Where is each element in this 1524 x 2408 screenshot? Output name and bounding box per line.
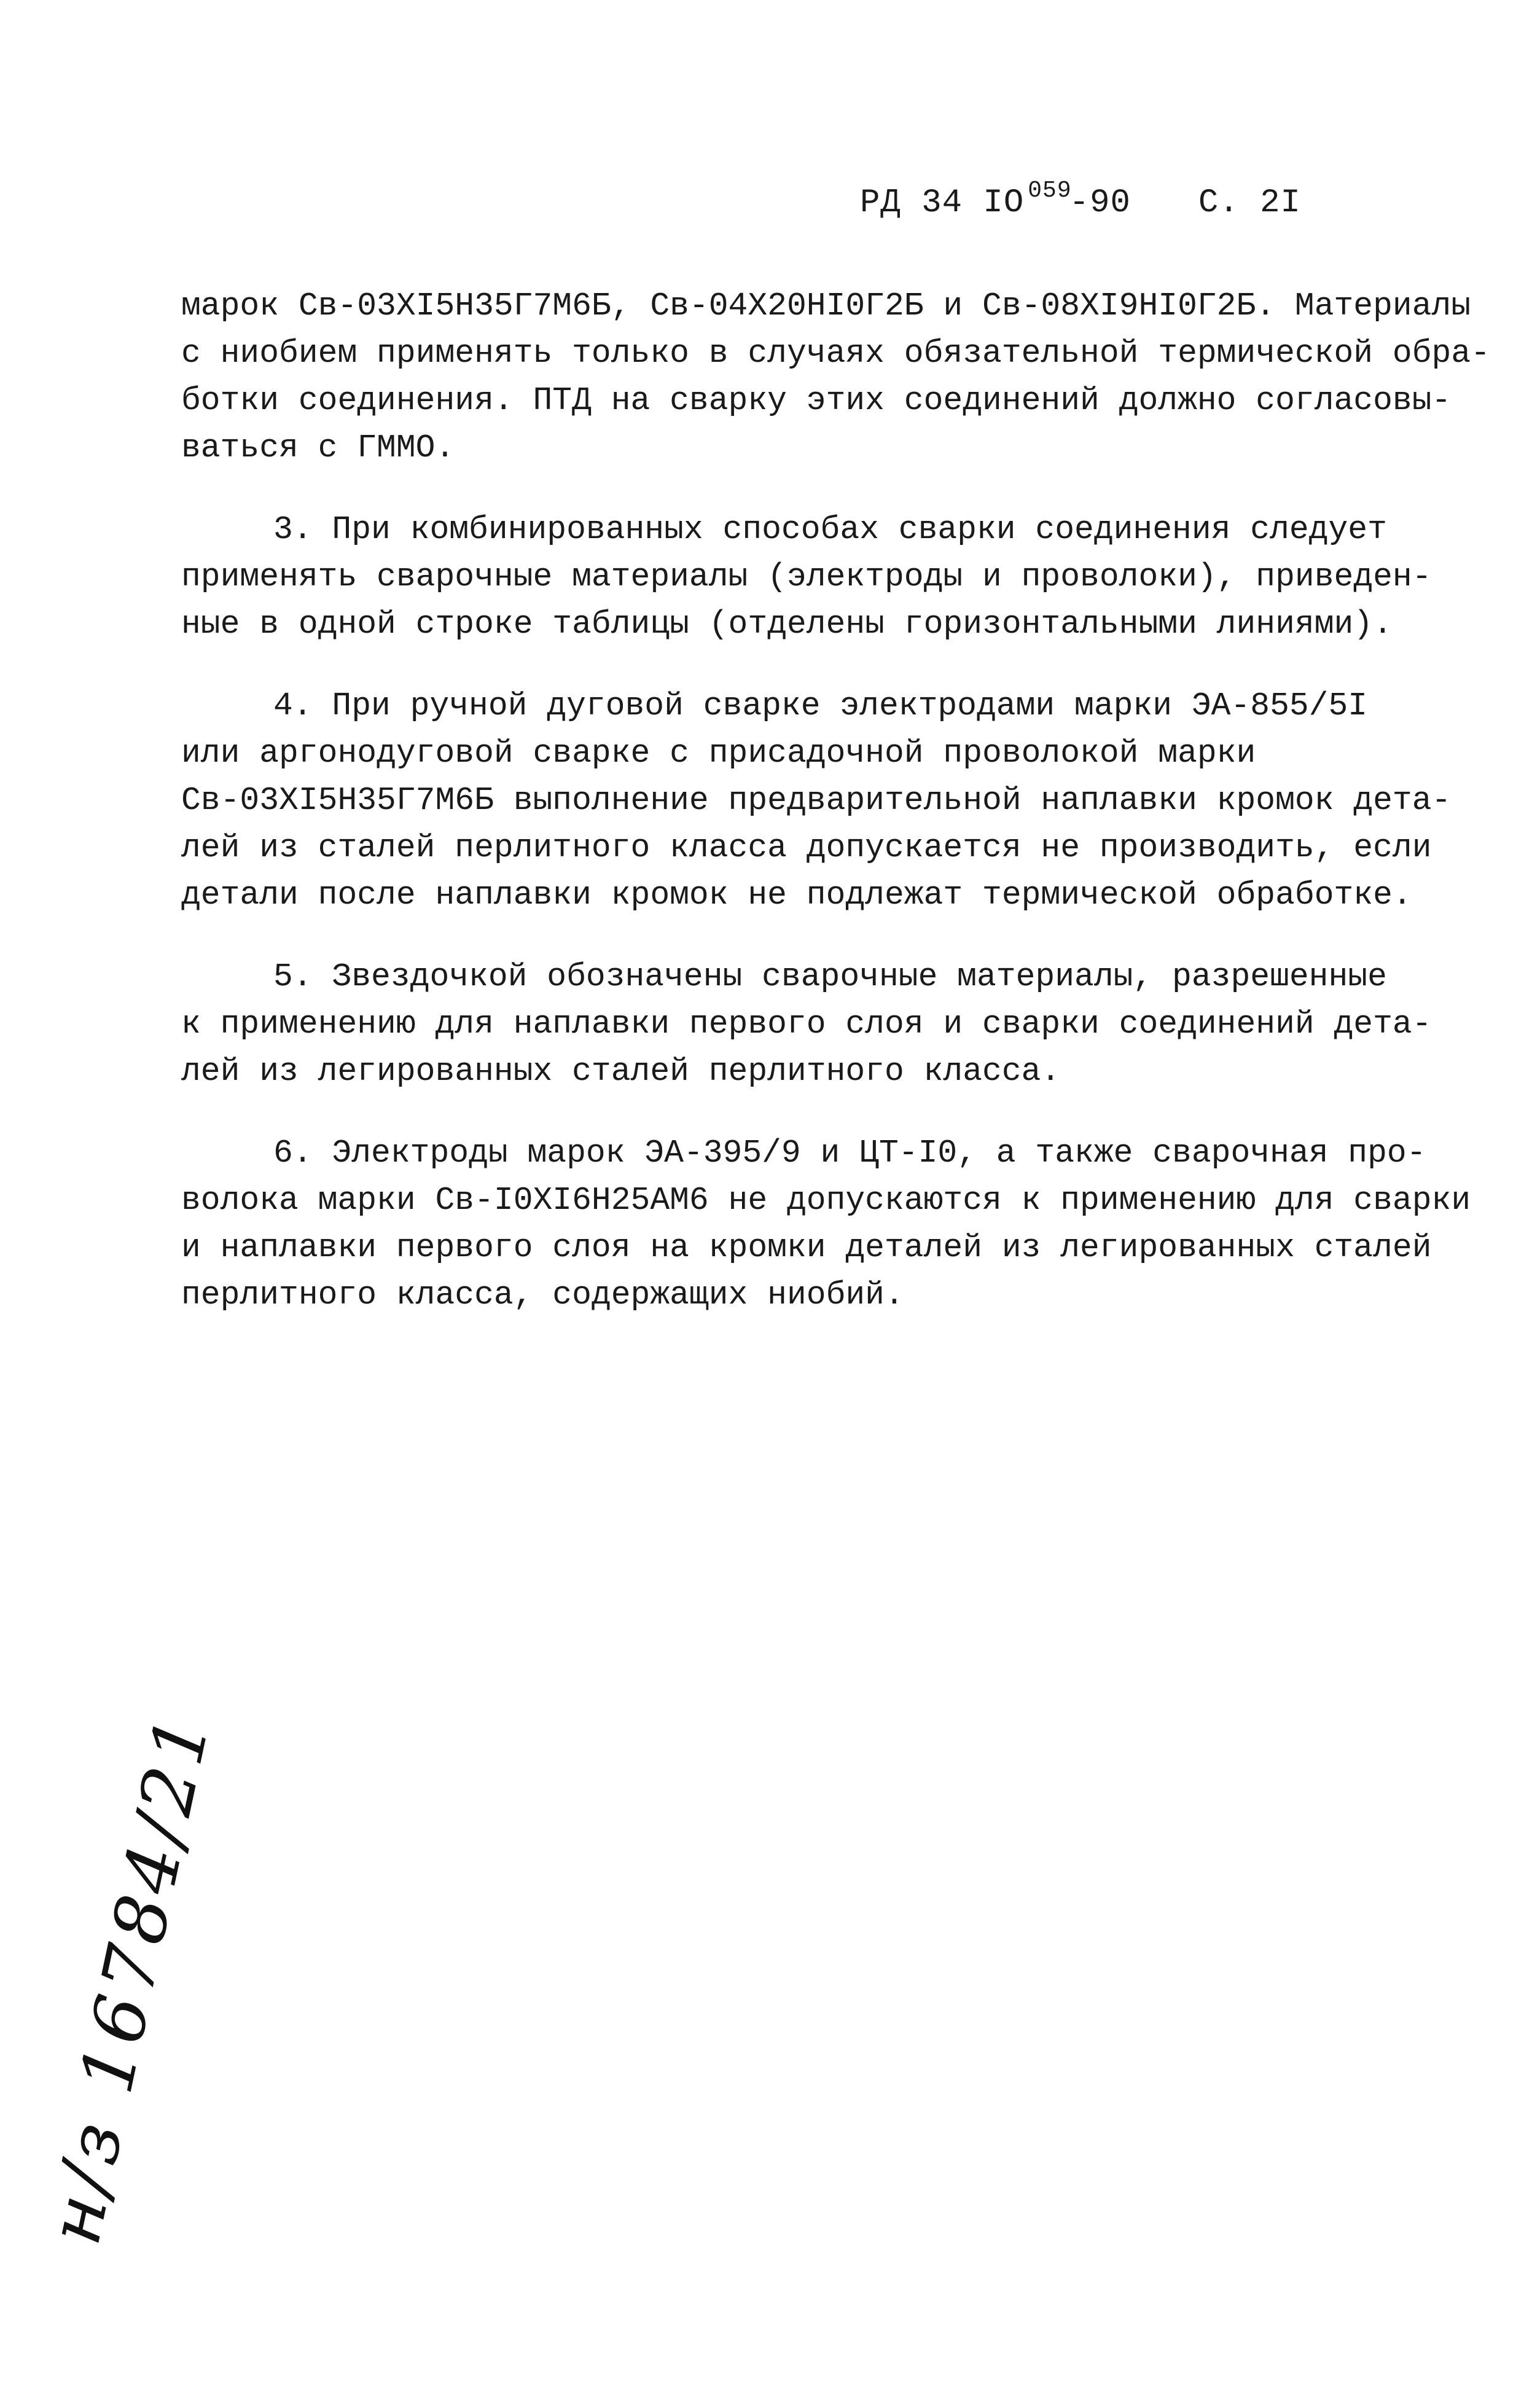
handwritten-margin-note bbox=[31, 1548, 227, 2408]
text-line: 3. При комбинированных способах сварки соединения следует bbox=[273, 511, 1387, 548]
text-line: 4. При ручной дуговой сварке электродами марки ЭА-855/5I bbox=[273, 687, 1368, 724]
text-line: ботки соединения. ПТД на сварку этих соединений должно согласовы- bbox=[181, 382, 1452, 419]
text-line: марок Св-03XI5H35Г7M6Б, Св-04X20HI0Г2Б и Св-08XI9HI0Г2Б. Материалы bbox=[181, 287, 1471, 324]
text-line: или аргонодуговой сварке с присадочной проволокой марки bbox=[181, 735, 1256, 772]
document-year: -90 bbox=[1069, 184, 1131, 222]
margin-note-text: н/з 16784/21 bbox=[31, 1704, 227, 2252]
text-line: применять сварочные материалы (электроды и проволоки), приведен- bbox=[181, 558, 1432, 595]
text-line: с ниобием применять только в случаях обязательной термической обра- bbox=[181, 335, 1490, 372]
text-line: перлитного класса, содержащих ниобий. bbox=[181, 1276, 904, 1313]
page-number: С. 2I bbox=[1198, 184, 1301, 222]
text-line: ные в одной строке таблицы (отделены горизонтальными линиями). bbox=[181, 606, 1393, 643]
body-text bbox=[181, 283, 1490, 1353]
text-line: 6. Электроды марок ЭА-395/9 и ЦТ-I0, а также сварочная про- bbox=[273, 1135, 1426, 1171]
text-line: Св-03XI5H35Г7M6Б выполнение предварительной наплавки кромок дета- bbox=[181, 782, 1452, 819]
text-line: лей из сталей перлитного класса допускается не производить, если bbox=[181, 829, 1432, 866]
paragraph-item-4 bbox=[181, 682, 1477, 919]
document-number-superscript: 059 bbox=[1028, 178, 1072, 204]
text-line: ваться с ГММО. bbox=[181, 429, 455, 466]
page-header bbox=[860, 178, 1351, 222]
text-line: детали после наплавки кромок не подлежат термической обработке. bbox=[181, 877, 1412, 913]
text-line: к применению для наплавки первого слоя и сварки соединений дета- bbox=[181, 1006, 1432, 1042]
document-code: РД 34 IO bbox=[860, 184, 1025, 222]
paragraph-item-3 bbox=[181, 506, 1477, 648]
text-line: 5. Звездочкой обозначены сварочные материалы, разрешенные bbox=[273, 958, 1387, 995]
text-line: лей из легированных сталей перлитного класса. bbox=[181, 1053, 1061, 1090]
paragraph-continuation bbox=[181, 283, 1490, 472]
paragraph-item-5 bbox=[181, 953, 1477, 1095]
text-line: волока марки Св-I0XI6H25AM6 не допускаются к применению для сварки bbox=[181, 1182, 1471, 1219]
text-line: и наплавки первого слоя на кромки деталей из легированных сталей bbox=[181, 1229, 1432, 1266]
paragraph-item-6 bbox=[181, 1130, 1477, 1319]
